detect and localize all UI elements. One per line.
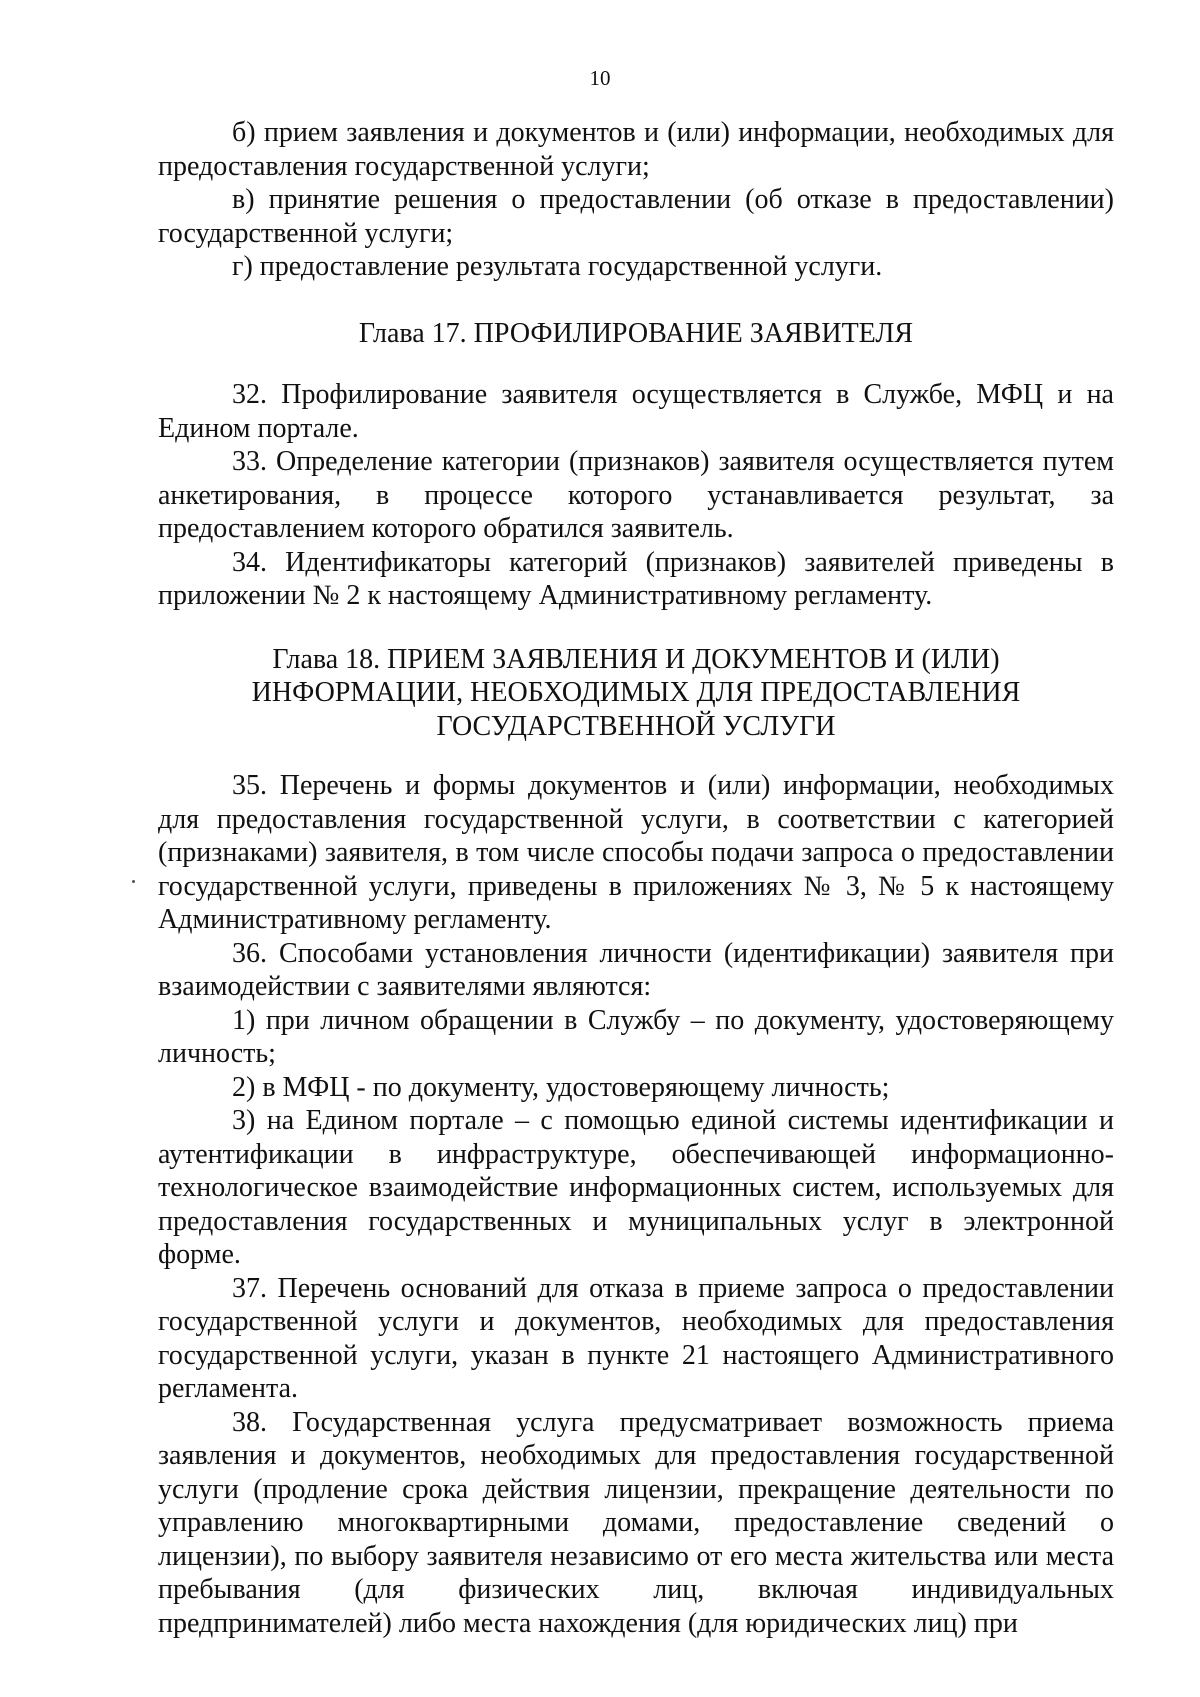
paragraph-34: 34. Идентификаторы категорий (признаков) заявителей приведены в приложении № 2 к настоящему Административному регламенту. [158,546,1114,611]
paragraph-35: 35. Перечень и формы документов и (или) информации, необходимых для предоставления государственной услуги, в соответствии с категорией (признаками) заявителя, в том числе способы подачи запроса о предоставлении государственной услуги, приведены в приложениях № 3, № 5 к настоящему Административному регламенту. [158,770,1114,935]
paragraph-36: 36. Способами установления личности (идентификации) заявителя при взаимодействии с заявителями являются: [158,937,1114,1002]
page-number: 10 [589,66,611,90]
paragraph-33: 33. Определение категории (признаков) заявителя осуществляется путем анкетирования, в процессе которого устанавливается результат, за предоставлением которого обратился заявитель. [158,446,1114,544]
paragraph-32: 32. Профилирование заявителя осуществляется в Службе, МФЦ и на Едином портале. [158,379,1114,444]
paragraph-38: 38. Государственная услуга предусматривает возможность приема заявления и документов, необходимых для предоставления государственной услуги (продление срока действия лицензии, прекращение деятельности по управлению многоквартирными домами, предоставление сведений о лицензии), по выбору заявителя независимо от его места жительства или места пребывания (для физических лиц, включая индивидуальных предпринимателей) либо места нахождения (для юридических лиц) при [158,1406,1114,1639]
chapter-17-title: Глава 17. ПРОФИЛИРОВАНИЕ ЗАЯВИТЕЛЯ [358,317,914,349]
item-b: б) прием заявления и документов и (или) информации, необходимых для предоставления государственной услуги; [158,117,1114,182]
chapter-18-title: Глава 18. ПРИЕМ ЗАЯВЛЕНИЯ И ДОКУМЕНТОВ И (ИЛИ) ИНФОРМАЦИИ, НЕОБХОДИМЫХ ДЛЯ ПРЕДОСТАВЛЕНИЯ ГОСУДАРСТВЕННОЙ УСЛУГИ [251,643,1021,742]
scan-speck [132,880,135,883]
paragraph-37: 37. Перечень оснований для отказа в приеме запроса о предоставлении государственной услуги и документов, необходимых для предоставления государственной услуги, указан в пункте 21 настоящего Административного регламента. [158,1272,1114,1404]
item-g: г) предоставление результата государственной услуги. [232,251,883,282]
item-v: в) принятие решения о предоставлении (об отказе в предоставлении) государственной услуги; [158,184,1114,249]
document-body [158,116,1114,1640]
paragraph-36-item-3: 3) на Едином портале – с помощью единой системы идентификации и аутентификации в инфраструктуре, обеспечивающей информационно-технологическое взаимодействие информационных систем, используемых для предоставления государственных и муниципальных услуг в электронной форме. [158,1105,1114,1270]
paragraph-36-item-1: 1) при личном обращении в Службу – по документу, удостоверяющему личность; [158,1004,1114,1069]
paragraph-36-item-2: 2) в МФЦ - по документу, удостоверяющему личность; [232,1071,890,1103]
